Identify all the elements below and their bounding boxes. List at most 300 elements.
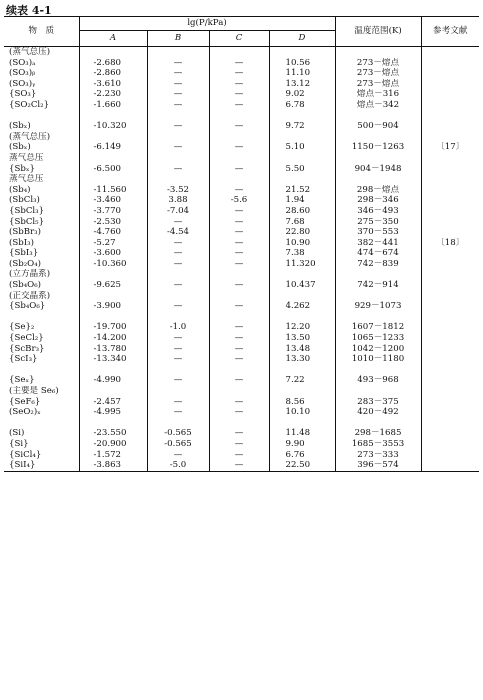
temp-range-cell: 1042－1200 [335, 344, 421, 355]
coef-b-cell [147, 174, 209, 185]
coef-a-cell [79, 132, 147, 143]
coef-a-cell: -23.550 [79, 428, 147, 439]
reference-cell [421, 68, 479, 79]
coef-c-cell [209, 269, 269, 280]
coef-a-cell: -13.340 [79, 354, 147, 365]
coef-a-cell: -13.780 [79, 344, 147, 355]
temp-range-cell: 283－375 [335, 397, 421, 408]
substance-cell: (Si) [4, 428, 79, 439]
reference-cell: 〔17〕 [436, 142, 465, 153]
substance-cell: {ScBr₃} [4, 344, 79, 355]
reference-cell [421, 269, 479, 280]
temp-range-cell: 346－493 [335, 206, 421, 217]
coef-b-cell: -1.0 [147, 322, 209, 333]
substance-cell: {Sb₄O₆} [4, 301, 79, 312]
reference-cell [421, 111, 479, 122]
substance-cell: (Sb₄O₆) [4, 280, 79, 291]
coef-d-cell: 10.90 [269, 238, 335, 249]
coef-c-cell: -5.6 [209, 195, 269, 206]
substance-cell: {SO₂Cl₂} [4, 100, 79, 111]
coef-a-cell: -2.230 [79, 89, 147, 100]
reference-cell [421, 227, 479, 238]
substance-cell: {SiCl₄} [4, 450, 79, 461]
coef-a-cell: -11.560 [79, 185, 147, 196]
coef-d-cell: 9.72 [269, 121, 335, 132]
substance-cell: (SeO₂)ₓ [4, 407, 79, 418]
table-row [4, 365, 479, 376]
coef-b-cell: -5.0 [147, 460, 209, 471]
coef-a-cell: -9.625 [79, 280, 147, 291]
substance-cell: (蒸气总压) [4, 47, 79, 58]
table-row [4, 397, 479, 408]
coef-c-cell: — [209, 206, 269, 217]
coef-d-cell [269, 418, 335, 429]
temp-range-cell: 742－839 [335, 259, 421, 270]
substance-cell: (SO₃)ᵧ [4, 79, 79, 90]
substance-cell: (Sbₓ) [4, 142, 79, 153]
substance-cell: (立方晶系) [4, 269, 79, 280]
coef-b-cell: — [147, 259, 209, 270]
coef-a-cell: -3.863 [79, 460, 147, 471]
table-body [4, 47, 479, 472]
coef-c-cell [209, 291, 269, 302]
reference-cell [421, 386, 479, 397]
coef-a-cell: -6.149 [79, 142, 147, 153]
coef-d-cell [269, 174, 335, 185]
substance-cell [4, 365, 79, 376]
coef-a-cell: -2.530 [79, 217, 147, 228]
reference-cell [421, 397, 479, 408]
coef-d-cell [269, 269, 335, 280]
temp-range-cell: 904－1948 [335, 164, 421, 175]
coef-d-cell: 6.76 [269, 450, 335, 461]
table-row [4, 301, 479, 312]
reference-cell [421, 174, 479, 185]
coef-b-cell [147, 312, 209, 323]
reference-cell [421, 407, 479, 418]
substance-cell: {SeF₆} [4, 397, 79, 408]
coef-d-cell: 10.56 [269, 58, 335, 69]
substance-cell [4, 418, 79, 429]
coef-a-cell: -3.610 [79, 79, 147, 90]
temp-range-cell [335, 132, 421, 143]
vapor-pressure-table [4, 16, 479, 472]
coef-c-cell: — [209, 142, 269, 153]
coef-a-cell [79, 291, 147, 302]
reference-cell [421, 428, 479, 439]
coef-d-cell: 1.94 [269, 195, 335, 206]
coef-b-cell: — [147, 89, 209, 100]
coef-c-cell: — [209, 58, 269, 69]
substance-cell: {Se}₂ [4, 322, 79, 333]
coef-b-cell: — [147, 142, 209, 153]
coef-a-cell: -4.995 [79, 407, 147, 418]
substance-cell: (SO₃)ₐ [4, 58, 79, 69]
coef-b-cell: — [147, 397, 209, 408]
coef-b-cell: — [147, 68, 209, 79]
temp-range-cell: 275－350 [335, 217, 421, 228]
coef-a-cell: -10.320 [79, 121, 147, 132]
reference-cell [421, 132, 479, 143]
coef-a-cell [79, 418, 147, 429]
coef-d-cell: 13.12 [269, 79, 335, 90]
table-row [4, 280, 479, 291]
coef-c-cell: — [209, 460, 269, 471]
coef-d-cell: 7.22 [269, 375, 335, 386]
substance-cell: (主要是 Se₆) [4, 386, 79, 397]
coef-d-cell: 13.50 [269, 333, 335, 344]
coef-d-cell: 7.38 [269, 248, 335, 259]
temp-range-cell [335, 174, 421, 185]
substance-cell: (Sbₓ) [4, 121, 79, 132]
reference-cell [421, 259, 479, 270]
coef-c-cell [209, 132, 269, 143]
reference-cell [421, 153, 479, 164]
coef-d-cell: 5.10 [269, 142, 335, 153]
coef-a-cell [79, 365, 147, 376]
coef-d-cell: 13.48 [269, 344, 335, 355]
reference-cell [421, 450, 479, 461]
substance-cell: {ScI₃} [4, 354, 79, 365]
reference-cell [421, 100, 479, 111]
coef-d-cell: 11.320 [269, 259, 335, 270]
temp-range-cell: 382－441 [335, 238, 421, 249]
coef-c-cell: — [209, 217, 269, 228]
coef-a-cell: -10.360 [79, 259, 147, 270]
reference-cell: 〔18〕 [436, 237, 465, 248]
coef-c-cell: — [209, 89, 269, 100]
table-row [4, 111, 479, 122]
header-col-c: C [209, 31, 269, 47]
substance-cell: (蒸气总压) [4, 132, 79, 143]
temp-range-cell [335, 269, 421, 280]
reference-cell [421, 375, 479, 386]
temp-range-cell: 273－熔点 [335, 79, 421, 90]
temp-range-cell: 1065－1233 [335, 333, 421, 344]
coef-a-cell: -2.457 [79, 397, 147, 408]
coef-d-cell: 9.02 [269, 89, 335, 100]
temp-range-cell [335, 291, 421, 302]
coef-d-cell [269, 312, 335, 323]
substance-cell: {SiI₄} [4, 460, 79, 471]
coef-b-cell [147, 418, 209, 429]
temp-range-cell [335, 365, 421, 376]
substance-cell: {SO₃} [4, 89, 79, 100]
temp-range-cell: 熔点－316 [335, 89, 421, 100]
reference-cell [421, 439, 479, 450]
coef-d-cell: 21.52 [269, 185, 335, 196]
reference-cell [421, 418, 479, 429]
coef-b-cell: — [147, 79, 209, 90]
coef-b-cell: — [147, 58, 209, 69]
coef-d-cell: 7.68 [269, 217, 335, 228]
temp-range-cell: 493－968 [335, 375, 421, 386]
coef-c-cell [209, 111, 269, 122]
substance-cell: {SbCl₃} [4, 206, 79, 217]
temp-range-cell [335, 153, 421, 164]
coef-d-cell: 10.437 [269, 280, 335, 291]
temp-range-cell: 298－1685 [335, 428, 421, 439]
coef-c-cell: — [209, 121, 269, 132]
substance-cell: {Seₓ} [4, 375, 79, 386]
coef-c-cell: — [209, 238, 269, 249]
reference-cell [421, 47, 479, 58]
coef-d-cell [269, 153, 335, 164]
coef-b-cell: — [147, 280, 209, 291]
table-row [4, 418, 479, 429]
reference-cell [421, 217, 479, 228]
coef-a-cell: -3.460 [79, 195, 147, 206]
coef-a-cell: -6.500 [79, 164, 147, 175]
temp-range-cell: 1010－1180 [335, 354, 421, 365]
coef-c-cell [209, 418, 269, 429]
temp-range-cell: 298－346 [335, 195, 421, 206]
coef-c-cell [209, 386, 269, 397]
coef-c-cell: — [209, 280, 269, 291]
coef-a-cell [79, 174, 147, 185]
coef-a-cell: -3.900 [79, 301, 147, 312]
reference-cell [421, 344, 479, 355]
coef-b-cell [147, 111, 209, 122]
coef-b-cell [147, 291, 209, 302]
temp-range-cell: 1607－1812 [335, 322, 421, 333]
coef-a-cell: -20.900 [79, 439, 147, 450]
coef-c-cell: — [209, 259, 269, 270]
coef-a-cell [79, 269, 147, 280]
table-row [4, 238, 479, 249]
table-row [4, 89, 479, 100]
temp-range-cell: 熔点－342 [335, 100, 421, 111]
table-row [4, 79, 479, 90]
coef-c-cell [209, 365, 269, 376]
coef-a-cell: -1.660 [79, 100, 147, 111]
temp-range-cell: 370－553 [335, 227, 421, 238]
temp-range-cell: 1685－3553 [335, 439, 421, 450]
reference-cell [421, 333, 479, 344]
coef-d-cell: 10.10 [269, 407, 335, 418]
substance-cell: (SO₃)ᵦ [4, 68, 79, 79]
substance-cell: 蒸气总压 [4, 153, 79, 164]
coef-c-cell: — [209, 227, 269, 238]
temp-range-cell: 420－492 [335, 407, 421, 418]
temp-range-cell: 500－904 [335, 121, 421, 132]
coef-a-cell: -3.770 [79, 206, 147, 217]
coef-b-cell [147, 269, 209, 280]
temp-range-cell: 273－熔点 [335, 58, 421, 69]
coef-d-cell: 11.10 [269, 68, 335, 79]
coef-a-cell [79, 153, 147, 164]
reference-cell [421, 322, 479, 333]
reference-cell [421, 89, 479, 100]
coef-c-cell [209, 153, 269, 164]
coef-d-cell: 8.56 [269, 397, 335, 408]
table-row [4, 407, 479, 418]
coef-d-cell: 22.50 [269, 460, 335, 471]
coef-c-cell: — [209, 185, 269, 196]
substance-cell: {Sbₓ} [4, 164, 79, 175]
coef-d-cell: 12.20 [269, 322, 335, 333]
reference-cell [421, 121, 479, 132]
coef-b-cell [147, 47, 209, 58]
table-row [4, 248, 479, 259]
table-row [4, 460, 479, 471]
reference-cell [421, 291, 479, 302]
coef-b-cell: — [147, 333, 209, 344]
temp-range-cell: 742－914 [335, 280, 421, 291]
table-row [4, 195, 479, 206]
substance-cell [4, 111, 79, 122]
coef-b-cell [147, 386, 209, 397]
header-reference: 参考文献 [421, 17, 479, 47]
table-row [4, 68, 479, 79]
table-row [4, 217, 479, 228]
substance-cell: 蒸气总压 [4, 174, 79, 185]
coef-d-cell [269, 132, 335, 143]
table-row [4, 312, 479, 323]
coef-c-cell [209, 312, 269, 323]
table-row [4, 269, 479, 280]
coef-a-cell [79, 386, 147, 397]
coef-c-cell: — [209, 375, 269, 386]
reference-cell [421, 248, 479, 259]
table-row [4, 153, 479, 164]
substance-cell: {SbI₃} [4, 248, 79, 259]
table-row [4, 164, 479, 175]
table-row [4, 174, 479, 185]
coef-c-cell: — [209, 322, 269, 333]
coef-c-cell: — [209, 68, 269, 79]
substance-cell: (SbI₃) [4, 238, 79, 249]
table-row [4, 428, 479, 439]
coef-c-cell: — [209, 450, 269, 461]
table-row [4, 386, 479, 397]
temp-range-cell: 273－333 [335, 450, 421, 461]
header-col-b: B [147, 31, 209, 47]
table-row [4, 354, 479, 365]
table-row [4, 375, 479, 386]
header-temperature-range: 温度范围(K) [335, 17, 421, 47]
coef-c-cell: — [209, 100, 269, 111]
coef-b-cell [147, 132, 209, 143]
coef-a-cell: -5.27 [79, 238, 147, 249]
table-row [4, 58, 479, 69]
coef-a-cell: -4.990 [79, 375, 147, 386]
coef-b-cell: -7.04 [147, 206, 209, 217]
substance-cell: {Si} [4, 439, 79, 450]
coef-a-cell [79, 312, 147, 323]
coef-b-cell: — [147, 354, 209, 365]
table-row [4, 121, 479, 132]
temp-range-cell: 273－熔点 [335, 68, 421, 79]
coef-b-cell: 3.88 [147, 195, 209, 206]
substance-cell: {SbCl₅} [4, 217, 79, 228]
substance-cell: (Sb₄) [4, 185, 79, 196]
coef-d-cell [269, 365, 335, 376]
temp-range-cell [335, 111, 421, 122]
header-col-d: D [269, 31, 335, 47]
temp-range-cell: 474－674 [335, 248, 421, 259]
coef-b-cell: — [147, 100, 209, 111]
reference-cell [421, 79, 479, 90]
substance-cell: (SbBr₃) [4, 227, 79, 238]
coef-c-cell: — [209, 407, 269, 418]
coef-c-cell: — [209, 164, 269, 175]
coef-b-cell: — [147, 217, 209, 228]
coef-c-cell [209, 174, 269, 185]
table-row [4, 450, 479, 461]
coef-b-cell: — [147, 301, 209, 312]
header-substance: 物 质 [4, 17, 79, 47]
coef-b-cell: -0.565 [147, 439, 209, 450]
substance-cell: (SbCl₃) [4, 195, 79, 206]
table-row [4, 100, 479, 111]
table-row [4, 291, 479, 302]
coef-c-cell: — [209, 354, 269, 365]
table-row [4, 322, 479, 333]
coef-d-cell [269, 47, 335, 58]
table-row [4, 333, 479, 344]
coef-d-cell: 6.78 [269, 100, 335, 111]
reference-cell [421, 58, 479, 69]
temp-range-cell: 929－1073 [335, 301, 421, 312]
coef-a-cell: -4.760 [79, 227, 147, 238]
coef-b-cell: — [147, 248, 209, 259]
header-lg-pressure: lg(P/kPa) [79, 17, 335, 31]
table-row [4, 47, 479, 58]
coef-b-cell: -4.54 [147, 227, 209, 238]
coef-b-cell: — [147, 450, 209, 461]
reference-cell [421, 280, 479, 291]
coef-a-cell [79, 47, 147, 58]
coef-a-cell: -1.572 [79, 450, 147, 461]
table-row [4, 439, 479, 450]
reference-cell [421, 301, 479, 312]
table-row [4, 206, 479, 217]
reference-cell [421, 460, 479, 471]
reference-cell [421, 312, 479, 323]
substance-cell: (正交晶系) [4, 291, 79, 302]
coef-c-cell: — [209, 428, 269, 439]
table-row [4, 259, 479, 270]
coef-b-cell: — [147, 375, 209, 386]
coef-d-cell: 22.80 [269, 227, 335, 238]
reference-cell [421, 354, 479, 365]
coef-a-cell [79, 111, 147, 122]
coef-d-cell: 4.262 [269, 301, 335, 312]
coef-b-cell: — [147, 407, 209, 418]
coef-c-cell: — [209, 301, 269, 312]
temp-range-cell [335, 312, 421, 323]
coef-b-cell [147, 365, 209, 376]
coef-b-cell: — [147, 164, 209, 175]
coef-d-cell [269, 291, 335, 302]
temp-range-cell: 1150－1263 [335, 142, 421, 153]
reference-cell [421, 206, 479, 217]
table-row [4, 142, 479, 153]
coef-c-cell: — [209, 397, 269, 408]
reference-cell [421, 365, 479, 376]
coef-b-cell: — [147, 121, 209, 132]
coef-d-cell [269, 111, 335, 122]
coef-d-cell [269, 386, 335, 397]
coef-d-cell: 11.48 [269, 428, 335, 439]
substance-cell [4, 312, 79, 323]
table-row [4, 132, 479, 143]
coef-d-cell: 9.90 [269, 439, 335, 450]
temp-range-cell [335, 418, 421, 429]
coef-a-cell: -2.680 [79, 58, 147, 69]
coef-a-cell: -14.200 [79, 333, 147, 344]
